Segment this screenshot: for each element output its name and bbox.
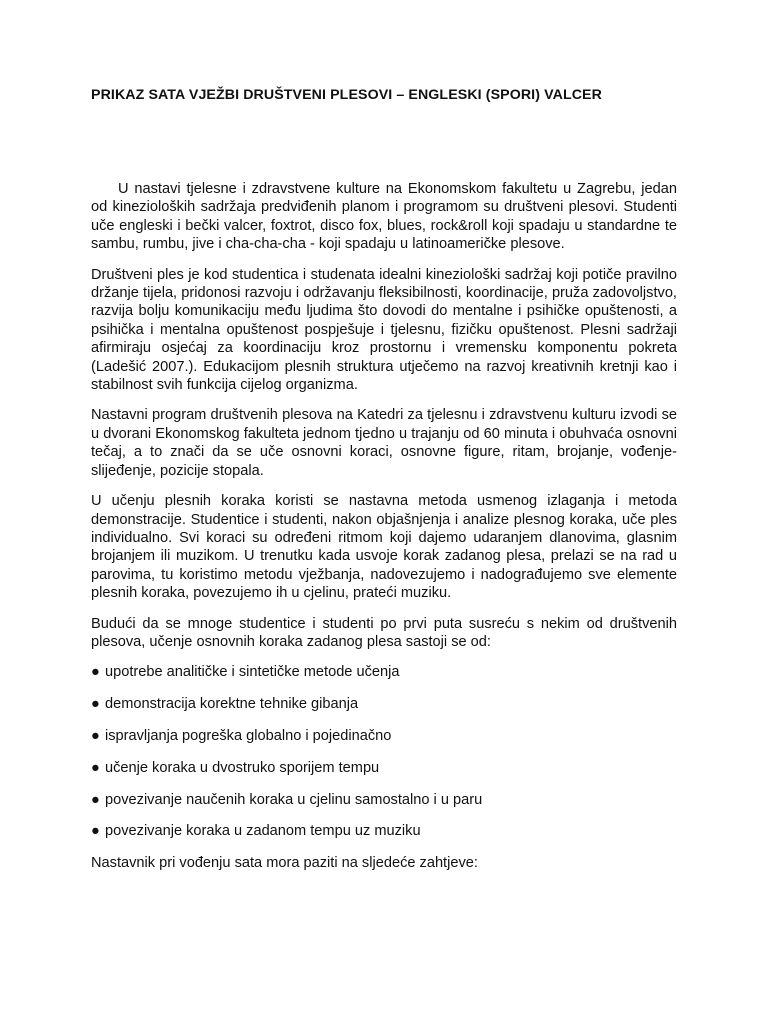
list-item-text: ispravljanja pogreška globalno i pojedinačno [105, 727, 392, 744]
document-body [91, 180, 677, 873]
paragraph-benefits: Društveni ples je kod studentica i studenata idealni kineziološki sadržaj koji potiče pravilno držanje tijela, pridonosi razvoju i održavanju fleksibilnosti, koordinacije, pruža zadovoljstvo, razvija bolju komunikaciju među ljudima što dovodi do mentalne i psihičke opuštenosti, a psihička i mentalna opuštenost pospješuje i tjelesnu, fizičku opuštenost. Plesni sadržaji afirmiraju osjećaj za koordinaciju kroz prostornu i vremensku komponentu pokreta (Ladešić 2007.). Edukacijom plesnih struktura utječemo na razvoj kreativnih kretnji kao i stabilnost svih funkcija cijelog organizma. [91, 266, 677, 394]
list-item-text: učenje koraka u dvostruko sporijem tempu [105, 759, 380, 776]
list-item-text: demonstracija korektne tehnike gibanja [105, 696, 359, 713]
bullet-icon: ● [91, 696, 100, 713]
bullet-list [91, 663, 677, 840]
paragraph-program: Nastavni program društvenih plesova na Katedri za tjelesnu i zdravstvenu kulturu izvodi se u dvorani Ekonomskog fakulteta jednom tjedno u trajanju od 60 minuta i obuhvaća osnovni tečaj, a to znači da se uče osnovni koraci, osnovne figure, ritam, brojanje, vođenje-slijeđenje, pozicije stopala. [91, 407, 677, 479]
paragraph-closing: Nastavnik pri vođenju sata mora paziti na sljedeće zahtjeve: [91, 855, 478, 872]
document-title: PRIKAZ SATA VJEŽBI DRUŠTVENI PLESOVI – ENGLESKI (SPORI) VALCER [91, 87, 602, 103]
list-item-text: povezivanje naučenih koraka u cjelinu samostalno i u paru [105, 791, 483, 808]
list-item [91, 695, 677, 713]
list-item-text: povezivanje koraka u zadanom tempu uz muziku [105, 823, 421, 840]
bullet-icon: ● [91, 823, 100, 840]
list-item [91, 791, 677, 809]
list-item [91, 759, 677, 777]
bullet-icon: ● [91, 759, 100, 776]
paragraph-basic-steps: Budući da se mnoge studentice i studenti po prvi puta susreću s nekim od društvenih plesova, učenje osnovnih koraka zadanog plesa sastoji se od: [91, 615, 677, 650]
paragraph-method: U učenju plesnih koraka koristi se nastavna metoda usmenog izlaganja i metoda demonstracije. Studentice i studenti, nakon objašnjenja i analize plesnog koraka, uče ples individualno. Svi koraci su određeni ritmom koji dajemo udaranjem dlanovima, glasnim brojanjem ili muzikom. U trenutku kada usvoje korak zadanog plesa, prelazi se na rad u parovima, tu koristimo metodu vježbanja, nadovezujemo i nadograđujemo sve elemente plesnih koraka, povezujemo ih u cjelinu, prateći muziku. [91, 493, 677, 602]
paragraph-intro: U nastavi tjelesne i zdravstvene kulture na Ekonomskom fakultetu u Zagrebu, jedan od kinezioloških sadržaja predviđenih planom i programom su društveni plesovi. Studenti uče engleski i bečki valcer, foxtrot, disco fox, blues, rock&roll koji spadaju u standardne te sambu, rumbu, jive i cha-cha-cha - koji spadaju u latinoameričke plesove. [91, 181, 677, 253]
list-item-text: upotrebe analitičke i sintetičke metode učenja [105, 664, 400, 681]
list-item [91, 663, 677, 681]
bullet-icon: ● [91, 791, 100, 808]
list-item [91, 822, 677, 840]
bullet-icon: ● [91, 727, 100, 744]
list-item [91, 727, 677, 745]
bullet-icon: ● [91, 664, 100, 681]
